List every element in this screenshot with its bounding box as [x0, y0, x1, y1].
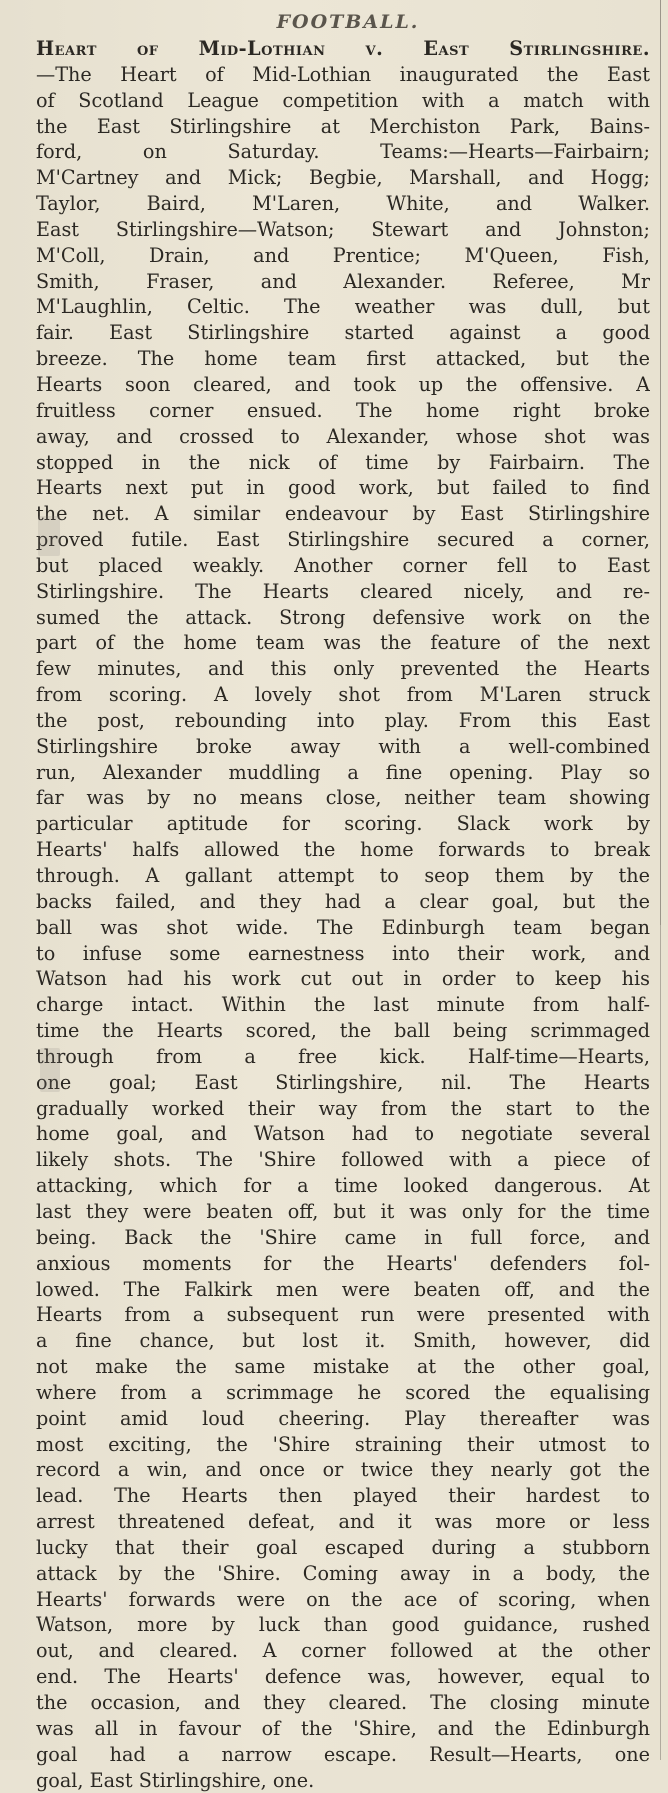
article-line: gradually worked their way from the start to the — [36, 1096, 650, 1120]
article-line: likely shots. The 'Shire followed with a piece of — [36, 1148, 650, 1172]
article-line: few minutes, and this only prevented the Hearts — [36, 657, 650, 681]
article-line: charge intact. Within the last minute from half- — [36, 993, 650, 1017]
article-line: record a win, and once or twice they nearly got the — [36, 1458, 650, 1482]
article-line: far was by no means close, neither team showing — [36, 786, 650, 810]
article-line: attacking, which for a time looked dangerous. At — [36, 1174, 650, 1198]
section-heading: FOOTBALL. — [276, 11, 420, 33]
article-line: the East Stirlingshire at Merchiston Park, Bains- — [36, 114, 650, 138]
column-rule — [660, 0, 661, 925]
article-line: Watson, more by luck than good guidance, rushed — [36, 1613, 650, 1637]
article-line: being. Back the 'Shire came in full force, and — [36, 1225, 650, 1249]
article-line: Watson had his work cut out in order to keep his — [36, 967, 650, 991]
article-line: most exciting, the 'Shire straining their utmost to — [36, 1432, 650, 1456]
article-line: proved futile. East Stirlingshire secured a corner, — [36, 528, 650, 552]
article-line: end. The Hearts' defence was, however, equal to — [36, 1665, 650, 1689]
article-line: run, Alexander muddling a fine opening. Play so — [36, 760, 650, 784]
article-line: goal had a narrow escape. Result—Hearts, one — [36, 1742, 650, 1766]
ink-blot — [38, 516, 60, 556]
article-line: particular aptitude for scoring. Slack work by — [36, 812, 650, 836]
article-line: stopped in the nick of time by Fairbairn. The — [36, 450, 650, 474]
article-line: anxious moments for the Hearts' defenders fol- — [36, 1251, 650, 1275]
article-line: one goal; East Stirlingshire, nil. The Hearts — [36, 1070, 650, 1094]
article-line: away, and crossed to Alexander, whose shot was — [36, 424, 650, 448]
article-line: last they were beaten off, but it was only for the time — [36, 1199, 650, 1223]
article-line: fruitless corner ensued. The home right broke — [36, 398, 650, 422]
article-line: out, and cleared. A corner followed at the other — [36, 1639, 650, 1663]
article-line: Smith, Fraser, and Alexander. Referee, Mr — [36, 269, 650, 293]
football-article — [36, 8, 650, 1793]
article-line: lead. The Hearts then played their hardest to — [36, 1484, 650, 1508]
article-line: M'Cartney and Mick; Begbie, Marshall, and Hogg; — [36, 166, 650, 190]
article-line: part of the home team was the feature of the next — [36, 631, 650, 655]
article-line: through from a free kick. Half-time—Hearts, — [36, 1044, 650, 1068]
match-subheading: Heart of Mid-Lothian v. East Stirlingshire. — [36, 37, 650, 60]
article-line: sumed the attack. Strong defensive work on the — [36, 605, 650, 629]
article-line: but placed weakly. Another corner fell to East — [36, 553, 650, 577]
article-line: backs failed, and they had a clear goal, but the — [36, 889, 650, 913]
article-line: time the Hearts scored, the ball being scrimmaged — [36, 1019, 650, 1043]
column-rule-lower — [660, 925, 661, 1760]
article-line: ball was shot wide. The Edinburgh team began — [36, 915, 650, 939]
article-line: East Stirlingshire—Watson; Stewart and Johnston; — [36, 217, 650, 241]
article-body — [36, 36, 650, 1793]
article-line: arrest threatened defeat, and it was more or less — [36, 1510, 650, 1534]
article-line: goal, East Stirlingshire, one. — [36, 1768, 315, 1792]
article-line: lucky that their goal escaped during a stubborn — [36, 1535, 650, 1559]
article-line: where from a scrimmage he scored the equalising — [36, 1380, 650, 1404]
article-line: of Scotland League competition with a match with — [36, 88, 650, 112]
article-line: the post, rebounding into play. From this East — [36, 708, 650, 732]
article-line: Hearts from a subsequent run were presented with — [36, 1303, 650, 1327]
article-line: a fine chance, but lost it. Smith, however, did — [36, 1329, 650, 1353]
article-line: the net. A similar endeavour by East Stirlingshire — [36, 502, 650, 526]
article-line: from scoring. A lovely shot from M'Laren struck — [36, 683, 650, 707]
article-line: Stirlingshire broke away with a well-combined — [36, 734, 650, 758]
article-line: through. A gallant attempt to seop them by the — [36, 864, 650, 887]
article-line: attack by the 'Shire. Coming away in a body, the — [36, 1561, 650, 1585]
article-line: home goal, and Watson had to negotiate several — [36, 1122, 650, 1146]
article-line: —The Heart of Mid-Lothian inaugurated the East — [36, 62, 650, 86]
article-line: M'Laughlin, Celtic. The weather was dull, but — [36, 295, 650, 319]
article-line: was all in favour of the 'Shire, and the Edinburgh — [36, 1716, 650, 1740]
article-line: the occasion, and they cleared. The closing minute — [36, 1691, 650, 1714]
article-line: Hearts next put in good work, but failed to find — [36, 476, 650, 500]
article-line: lowed. The Falkirk men were beaten off, and the — [36, 1277, 650, 1301]
article-line: M'Coll, Drain, and Prentice; M'Queen, Fish, — [36, 243, 650, 267]
ink-blot — [40, 1048, 60, 1092]
article-line: point amid loud cheering. Play thereafter was — [36, 1406, 650, 1430]
article-line: ford, on Saturday. Teams:—Hearts—Fairbairn; — [36, 140, 650, 164]
article-line: not make the same mistake at the other goal, — [36, 1355, 650, 1379]
article-line: to infuse some earnestness into their work, and — [36, 941, 650, 965]
article-line: Stirlingshire. The Hearts cleared nicely, and re- — [36, 579, 650, 603]
article-line: fair. East Stirlingshire started against a good — [36, 321, 650, 345]
article-line: Hearts' forwards were on the ace of scoring, when — [36, 1587, 650, 1611]
article-line: breeze. The home team first attacked, but the — [36, 347, 650, 371]
article-line: Hearts soon cleared, and took up the offensive. A — [36, 372, 650, 396]
article-line: Hearts' halfs allowed the home forwards to break — [36, 838, 650, 862]
article-line: Taylor, Baird, M'Laren, White, and Walker. — [36, 192, 650, 216]
